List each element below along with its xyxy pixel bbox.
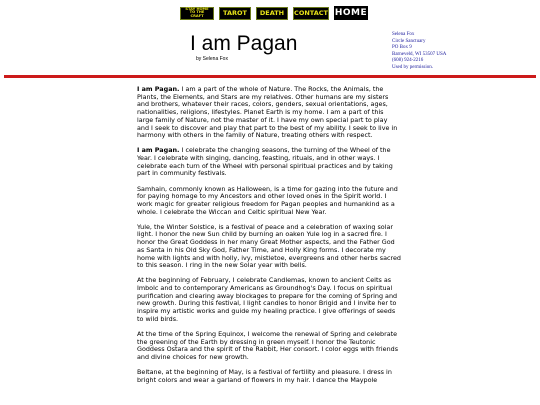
nav-button-home[interactable]: HOME — [334, 6, 368, 20]
address-block — [392, 32, 446, 72]
divider-rule — [4, 75, 536, 78]
paragraph — [137, 86, 401, 140]
paragraph-text: Samhain, commonly known as Halloween, is a time for gazing into the future and for paying homage to my Ancestors and other loved ones in the Spirit world. I work magic for greater religious freedom for Pagan peoples and humankind as a whole. I celebrate the Wiccan and Celtic spiritual New Year. — [137, 184, 398, 216]
paragraph — [137, 369, 401, 384]
paragraph-text: Yule, the Winter Solstice, is a festival of peace and a celebration of waxing solar light. I honor the new Sun child by burning an oaken Yule log in a sacred fire. I honor the Great Goddess in her many Great Mother aspects, and the Father God as Santa in his Old Sky God, Father Time, and Holly King forms. I decorate my home with lights and with holly, ivy, mistletoe, evergreens and other herbs sacred to this season. I ring in the new Solar year with bells. — [137, 222, 401, 270]
nav-button-craft[interactable]: STAY HOME TO THE CRAFT — [180, 7, 214, 20]
paragraph — [137, 277, 401, 323]
paragraph-text: At the beginning of February, I celebrate Candlemas, known to ancient Celts as Imbolc and to contemporary Americans as Groundhog's Day. I focus on spiritual purification and clearing away blockages to prepare for the coming of Spring and new growth. During this festival, I light candles to honor Brigid and I invite her to inspire my artistic works and guide my healing practice. I give offerings of seeds to wild birds. — [137, 276, 398, 323]
address-line: PO Box 9 — [392, 45, 412, 51]
paragraph — [137, 147, 401, 178]
top-navigation — [180, 6, 368, 20]
page-title: I am Pagan — [190, 32, 298, 55]
nav-button-contact[interactable]: CONTACT — [293, 7, 329, 20]
paragraph-text: I am a part of the whole of Nature. The Rocks, the Animals, the Plants, the Elements, and Stars are my relatives. Other humans are my sisters and brothers, whatever their races, colors, genders, sexual orientations, ages, nationalities, religions, lifestyles. Planet Earth is my home. I am a part of this large family of Nature, not the master of it. I have my own special part to play and I seek to discover and play that part to the best of my ability. I seek to live in harmony with others in the family of Nature, treating others with respect. — [137, 85, 398, 140]
paragraph-lead: I am Pagan. — [137, 146, 180, 155]
address-line: (608) 924-2216 — [392, 58, 424, 64]
paragraph — [137, 224, 401, 270]
paragraph-text: At the time of the Spring Equinox, I welcome the renewal of Spring and celebrate the greening of the Earth by dressing in green myself. I honor the Teutonic Goddess Ostara and the spirit of the Rabbit, Her consort. I color eggs with friends and divine choices for new growth. — [137, 329, 399, 362]
article-body — [137, 86, 401, 392]
paragraph-text: Beltane, at the beginning of May, is a festival of fertility and pleasure. I dress in bright colors and wear a garland of flowers in my hair. I dance the Maypole — [137, 368, 392, 384]
address-line: Selena Fox — [392, 32, 415, 37]
paragraph — [137, 186, 401, 217]
address-line: Barneveld, WI 53507 USA — [392, 51, 447, 57]
paragraph — [137, 331, 401, 362]
address-line: Used by permission. — [392, 64, 433, 70]
nav-button-tarot[interactable]: TAROT — [219, 7, 251, 20]
paragraph-text: I celebrate the changing seasons, the turning of the Wheel of the Year. I celebrate with singing, dancing, feasting, rituals, and in other ways. I celebrate each turn of the Wheel with personal spiritual practices and by taking part in community festivals. — [137, 146, 393, 178]
author-byline: by Selena Fox — [196, 56, 228, 62]
paragraph-lead: I am Pagan. — [137, 85, 180, 93]
address-line: Circle Sanctuary — [392, 38, 426, 44]
nav-button-death[interactable]: DEATH — [256, 7, 288, 20]
